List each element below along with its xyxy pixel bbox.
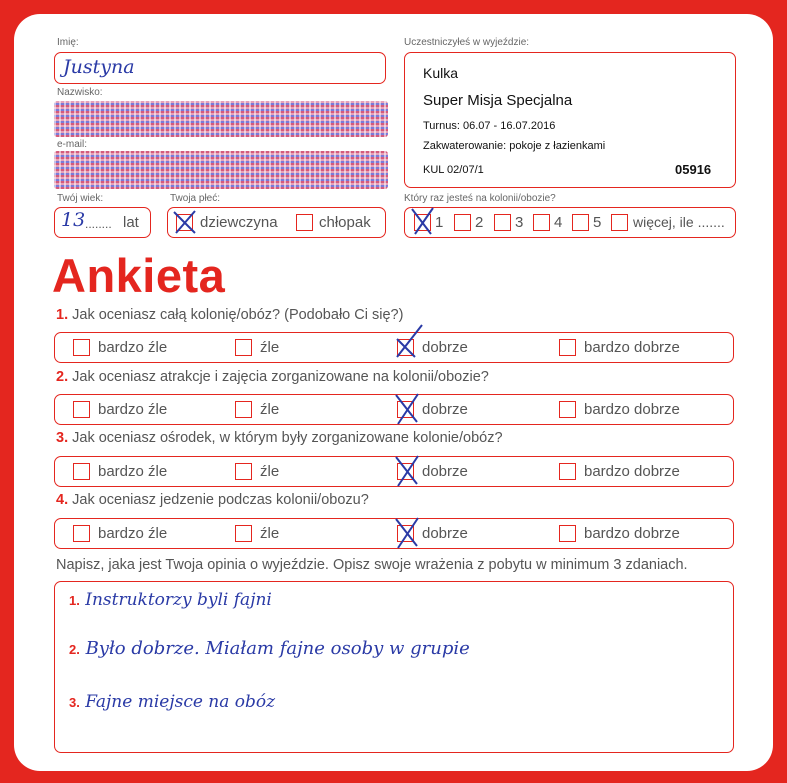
rating-checkbox-4[interactable] [559,401,576,418]
times-checkbox-3[interactable] [494,214,511,231]
rating-option-label: bardzo źle [98,525,168,542]
times-option-1: 1 [435,214,444,231]
rating-checkbox-1[interactable] [73,463,90,480]
age-dots: ........ [85,217,112,231]
rating-option-label: dobrze [422,463,468,480]
age-field[interactable] [54,207,151,238]
rating-row-3 [54,456,734,487]
times-label: Który raz jesteś na kolonii/obozie? [404,193,556,204]
check-mark-icon [391,515,425,551]
rating-option-label: źle [260,401,280,418]
rating-row-1 [54,332,734,363]
times-option-2: 2 [475,214,484,231]
gender-option-male: chłopak [319,214,371,231]
gender-label: Twoja płeć: [170,193,221,204]
opinion-line-1-text: Instruktorzy byli fajni [85,590,272,610]
opinion-line-2-text: Było dobrze. Miałam fajne osoby w grupie [85,638,470,659]
trip-info-box [404,52,736,188]
question-number: 4. [56,492,69,508]
rating-option-label: bardzo dobrze [584,525,680,542]
email-redacted [54,151,388,189]
question-number: 1. [56,307,69,323]
rating-checkbox-4[interactable] [559,525,576,542]
email-label: e-mail: [57,139,88,150]
opinion-box[interactable] [54,581,734,753]
opinion-line-3 [69,692,275,712]
rating-option-label: bardzo dobrze [584,401,680,418]
turnus-label: Turnus: [423,120,460,132]
trip-code: KUL 02/07/1 [423,164,484,176]
trip-accommodation-row [423,140,605,152]
first-name-value: Justyna [63,56,135,78]
rating-option-label: dobrze [422,525,468,542]
accommodation-label: Zakwaterowanie: [423,140,507,152]
last-name-redacted [54,101,388,137]
question-number: 3. [56,430,69,446]
question-4 [56,492,369,508]
age-label: Twój wiek: [57,193,104,204]
rating-checkbox-4[interactable] [559,339,576,356]
trip-number: 05916 [675,162,712,177]
times-option-3: 3 [515,214,524,231]
rating-row-2 [54,394,734,425]
opinion-line-3-num: 3. [69,695,80,710]
question-text: Jak oceniasz ośrodek, w którym były zorganizowane kolonie/obóz? [72,430,503,446]
question-2 [56,369,489,385]
check-mark-icon [409,206,437,238]
check-mark-icon [391,453,425,489]
age-unit: lat [123,214,139,231]
gender-option-female: dziewczyna [200,214,278,231]
question-text: Jak oceniasz atrakcje i zajęcia zorganizowane na kolonii/obozie? [72,369,489,385]
rating-checkbox-1[interactable] [73,401,90,418]
opinion-line-2 [69,638,470,659]
times-checkbox-5[interactable] [572,214,589,231]
rating-option-label: bardzo źle [98,339,168,356]
trip-program: Super Misja Specjalna [423,92,573,109]
participant-label: Uczestniczyłeś w wyjeździe: [404,37,530,48]
rating-option-label: dobrze [422,339,468,356]
gender-checkbox-male[interactable] [296,214,313,231]
survey-title: Ankieta [52,249,226,302]
trip-name: Kulka [423,65,459,81]
opinion-line-1 [69,590,272,610]
times-checkbox-4[interactable] [533,214,550,231]
gender-field [167,207,386,238]
check-mark-icon [172,209,198,235]
rating-option-label: bardzo dobrze [584,339,680,356]
times-checkbox-more[interactable] [611,214,628,231]
rating-checkbox-4[interactable] [559,463,576,480]
first-name-label: Imię: [57,37,79,48]
trip-turnus-row [423,120,555,132]
rating-checkbox-1[interactable] [73,339,90,356]
accommodation-value: pokoje z łazienkami [509,140,606,152]
question-text: Jak oceniasz całą kolonię/obóz? (Podobało Ci się?) [72,307,404,323]
opinion-line-1-num: 1. [69,593,80,608]
question-number: 2. [56,369,69,385]
times-option-more: więcej, ile ....... [633,214,725,230]
check-mark-icon [391,391,425,427]
rating-row-4 [54,518,734,549]
times-option-4: 4 [554,214,563,231]
rating-checkbox-2[interactable] [235,339,252,356]
first-name-field[interactable] [54,52,386,84]
question-3 [56,430,503,446]
rating-option-label: źle [260,339,280,356]
opinion-line-3-text: Fajne miejsce na obóz [85,692,276,712]
rating-option-label: dobrze [422,401,468,418]
times-field [404,207,736,238]
last-name-label: Nazwisko: [57,87,103,98]
rating-option-label: bardzo źle [98,401,168,418]
opinion-prompt: Napisz, jaka jest Twoja opinia o wyjeździe. Opisz swoje wrażenia z pobytu w minimum 3 zdaniach. [56,557,688,573]
opinion-line-2-num: 2. [69,642,80,657]
rating-checkbox-1[interactable] [73,525,90,542]
rating-option-label: bardzo źle [98,463,168,480]
rating-checkbox-2[interactable] [235,463,252,480]
rating-checkbox-2[interactable] [235,525,252,542]
question-1 [56,307,403,323]
rating-option-label: bardzo dobrze [584,463,680,480]
rating-option-label: źle [260,463,280,480]
question-text: Jak oceniasz jedzenie podczas kolonii/obozu? [72,492,369,508]
times-option-5: 5 [593,214,602,231]
times-checkbox-2[interactable] [454,214,471,231]
rating-option-label: źle [260,525,280,542]
turnus-value: 06.07 - 16.07.2016 [462,120,556,132]
rating-checkbox-2[interactable] [235,401,252,418]
age-value: 13 [61,209,86,231]
check-mark-icon [391,323,425,359]
